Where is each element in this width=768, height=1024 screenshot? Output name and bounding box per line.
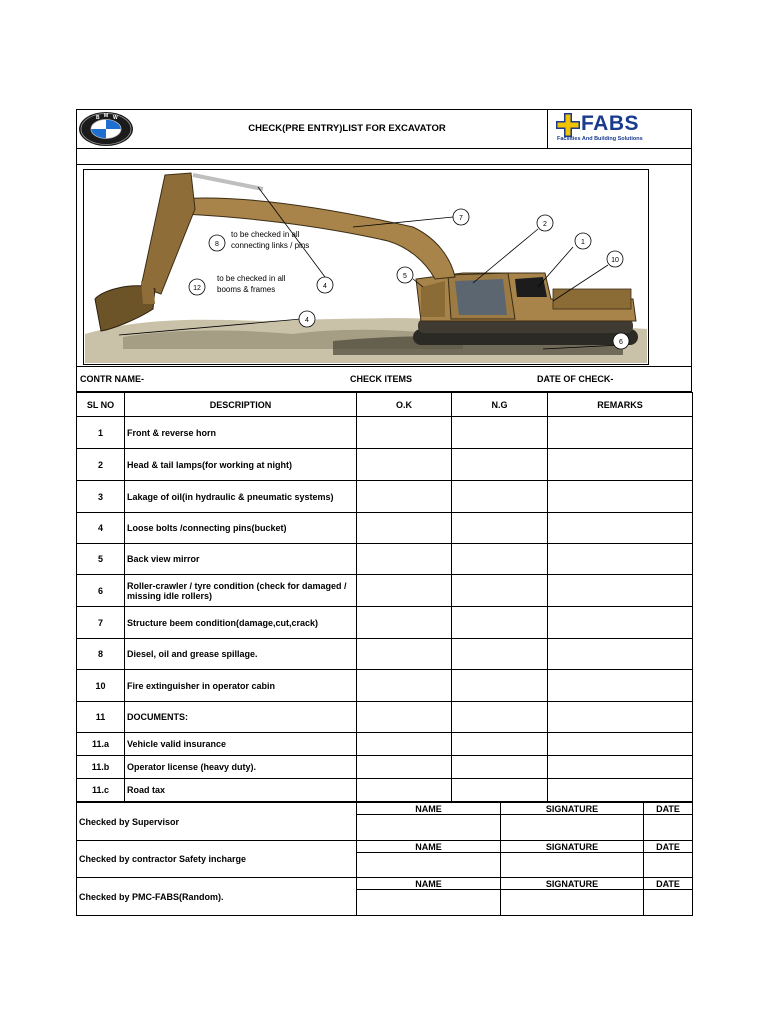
table-row	[77, 575, 693, 607]
row-ng-cell[interactable]	[452, 575, 548, 607]
row-remarks-cell[interactable]	[548, 607, 693, 639]
signoff-name-field[interactable]	[357, 853, 501, 878]
signoff-header-row	[77, 878, 693, 890]
signoff-name-header: NAME	[357, 878, 501, 890]
col-sl-no: SL NO	[77, 393, 125, 417]
row-remarks-cell[interactable]	[548, 417, 693, 449]
info-bar	[76, 367, 692, 392]
row-ok-cell[interactable]	[357, 513, 452, 544]
fabs-subtitle: Facilities And Building Solutions	[557, 136, 643, 142]
row-ok-cell[interactable]	[357, 733, 452, 756]
note-num-8: 8	[215, 241, 219, 248]
fabs-wordmark: FABS	[581, 112, 640, 135]
callout-4b: 4	[305, 317, 309, 324]
row-sl-no: 1	[77, 417, 125, 449]
table-row	[77, 639, 693, 670]
signoff-signature-header: SIGNATURE	[501, 878, 644, 890]
signoff-signature-field[interactable]	[501, 890, 644, 916]
col-description: DESCRIPTION	[125, 393, 357, 417]
row-description: Operator license (heavy duty).	[125, 756, 357, 779]
row-sl-no: 8	[77, 639, 125, 670]
row-sl-no: 10	[77, 670, 125, 702]
row-ng-cell[interactable]	[452, 756, 548, 779]
check-items-label: CHECK ITEMS	[350, 374, 413, 384]
row-sl-no: 2	[77, 449, 125, 481]
row-remarks-cell[interactable]	[548, 513, 693, 544]
row-ng-cell[interactable]	[452, 481, 548, 513]
row-sl-no: 4	[77, 513, 125, 544]
col-remarks: REMARKS	[548, 393, 693, 417]
callout-7: 7	[459, 215, 463, 222]
row-ng-cell[interactable]	[452, 449, 548, 481]
signoff-signature-field[interactable]	[501, 853, 644, 878]
table-row	[77, 756, 693, 779]
row-sl-no: 5	[77, 544, 125, 575]
checklist-sheet	[76, 109, 692, 916]
row-ok-cell[interactable]	[357, 575, 452, 607]
row-sl-no: 11.a	[77, 733, 125, 756]
row-ok-cell[interactable]	[357, 607, 452, 639]
row-ok-cell[interactable]	[357, 670, 452, 702]
signoff-name-header: NAME	[357, 841, 501, 853]
date-of-check-label: DATE OF CHECK-	[537, 374, 614, 384]
fabs-cross-icon	[555, 112, 581, 138]
note-num-12: 12	[193, 285, 201, 292]
header-spacer	[76, 149, 692, 165]
checklist-table	[76, 392, 693, 802]
row-description: Back view mirror	[125, 544, 357, 575]
signoff-date-field[interactable]	[644, 890, 693, 916]
row-description: DOCUMENTS:	[125, 702, 357, 733]
svg-text:B: B	[96, 115, 100, 121]
table-row	[77, 544, 693, 575]
signoff-name-header: NAME	[357, 803, 501, 815]
note-booms-line1: to be checked in all	[217, 274, 286, 283]
row-ng-cell[interactable]	[452, 733, 548, 756]
callout-6: 6	[619, 339, 623, 346]
row-remarks-cell[interactable]	[548, 544, 693, 575]
signoff-date-header: DATE	[644, 878, 693, 890]
signoff-name-field[interactable]	[357, 815, 501, 841]
signoff-rows	[77, 803, 693, 916]
signoff-table	[76, 802, 693, 916]
excavator-illustration-panel	[76, 165, 692, 367]
row-description: Road tax	[125, 779, 357, 802]
svg-text:M: M	[104, 113, 109, 119]
row-ok-cell[interactable]	[357, 544, 452, 575]
col-ok: O.K	[357, 393, 452, 417]
col-ng: N.G	[452, 393, 548, 417]
row-description: Fire extinguisher in operator cabin	[125, 670, 357, 702]
signoff-name-field[interactable]	[357, 890, 501, 916]
signoff-signature-header: SIGNATURE	[501, 841, 644, 853]
form-header	[76, 109, 692, 149]
checklist-rows	[77, 417, 693, 802]
row-ok-cell[interactable]	[357, 756, 452, 779]
row-ok-cell[interactable]	[357, 639, 452, 670]
signoff-label: Checked by PMC-FABS(Random).	[77, 878, 357, 916]
row-ng-cell[interactable]	[452, 513, 548, 544]
form-title: CHECK(PRE ENTRY)LIST FOR EXCAVATOR	[248, 123, 446, 134]
table-row	[77, 481, 693, 513]
row-ok-cell[interactable]	[357, 779, 452, 802]
row-description: Diesel, oil and grease spillage.	[125, 639, 357, 670]
row-remarks-cell[interactable]	[548, 449, 693, 481]
row-ng-cell[interactable]	[452, 639, 548, 670]
signoff-signature-field[interactable]	[501, 815, 644, 841]
table-row	[77, 607, 693, 639]
signoff-label: Checked by contractor Safety incharge	[77, 841, 357, 878]
row-ok-cell[interactable]	[357, 702, 452, 733]
row-ng-cell[interactable]	[452, 670, 548, 702]
row-remarks-cell[interactable]	[548, 779, 693, 802]
note-links-line1: to be checked in all	[231, 230, 300, 239]
contractor-name-label: CONTR NAME-	[80, 374, 144, 384]
table-row	[77, 779, 693, 802]
signoff-signature-header: SIGNATURE	[501, 803, 644, 815]
header-divider	[547, 110, 548, 148]
signoff-date-field[interactable]	[644, 853, 693, 878]
row-remarks-cell[interactable]	[548, 575, 693, 607]
callout-4a: 4	[323, 283, 327, 290]
row-remarks-cell[interactable]	[548, 481, 693, 513]
signoff-header-row	[77, 841, 693, 853]
bmw-logo	[77, 110, 141, 148]
row-remarks-cell[interactable]	[548, 756, 693, 779]
row-ng-cell[interactable]	[452, 779, 548, 802]
signoff-date-header: DATE	[644, 841, 693, 853]
callout-1: 1	[581, 239, 585, 246]
callout-10: 10	[611, 257, 619, 264]
row-description: Loose bolts /connecting pins(bucket)	[125, 513, 357, 544]
table-row	[77, 733, 693, 756]
row-sl-no: 11.c	[77, 779, 125, 802]
fabs-logo	[553, 110, 693, 148]
row-sl-no: 11.b	[77, 756, 125, 779]
callout-2: 2	[543, 221, 547, 228]
row-ng-cell[interactable]	[452, 607, 548, 639]
row-remarks-cell[interactable]	[548, 733, 693, 756]
row-sl-no: 11	[77, 702, 125, 733]
table-row	[77, 670, 693, 702]
row-description: Vehicle valid insurance	[125, 733, 357, 756]
signoff-date-header: DATE	[644, 803, 693, 815]
row-description: Roller-crawler / tyre condition (check for damaged / missing idle rollers)	[125, 575, 357, 607]
row-remarks-cell[interactable]	[548, 639, 693, 670]
callout-5: 5	[403, 273, 407, 280]
row-ng-cell[interactable]	[452, 544, 548, 575]
row-ng-cell[interactable]	[452, 417, 548, 449]
signoff-header-row	[77, 803, 693, 815]
row-description: Front & reverse horn	[125, 417, 357, 449]
excavator-illustration	[83, 169, 649, 365]
table-row	[77, 513, 693, 544]
table-row	[77, 449, 693, 481]
row-ok-cell[interactable]	[357, 481, 452, 513]
table-row	[77, 417, 693, 449]
row-ng-cell[interactable]	[452, 702, 548, 733]
row-description: Head & tail lamps(for working at night)	[125, 449, 357, 481]
table-row	[77, 702, 693, 733]
row-remarks-cell[interactable]	[548, 702, 693, 733]
row-description: Structure beem condition(damage,cut,crack)	[125, 607, 357, 639]
signoff-label: Checked by Supervisor	[77, 803, 357, 841]
note-booms-line2: booms & frames	[217, 285, 276, 294]
row-sl-no: 7	[77, 607, 125, 639]
row-sl-no: 3	[77, 481, 125, 513]
row-ok-cell[interactable]	[357, 417, 452, 449]
row-sl-no: 6	[77, 575, 125, 607]
note-links-line2: connecting links / pins	[231, 241, 310, 250]
row-ok-cell[interactable]	[357, 449, 452, 481]
checklist-header-row	[77, 393, 693, 417]
svg-text:W: W	[113, 115, 118, 121]
row-description: Lakage of oil(in hydraulic & pneumatic systems)	[125, 481, 357, 513]
signoff-date-field[interactable]	[644, 815, 693, 841]
row-remarks-cell[interactable]	[548, 670, 693, 702]
